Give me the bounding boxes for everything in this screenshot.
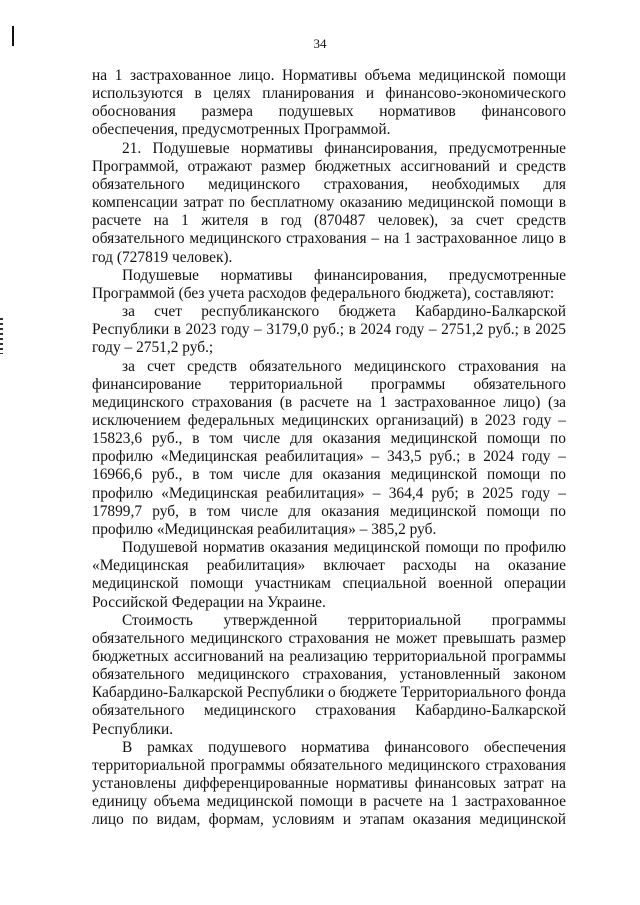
scan-margin-dots xyxy=(0,318,3,354)
paragraph-program-cost: Стоимость утвержденной территориальной программы обязательного медицинского страхования не может превышать размер бюджетных ассигнований на реализацию территориальной программы обязательного медицинского страхования, установленный законом Кабардино-Балкарской Республики о бюджете Территориального фонда обязательного медицинского страхования Кабардино-Балкарской Республики. xyxy=(92,611,566,738)
paragraph-oms-funds: за счет средств обязательного медицинского страхования на финансирование территориальной программы обязательного медицинского страхования (в расчете на 1 застрахованное лицо) (за исключением федеральных медицинских организаций) в 2023 году – 15823,6 руб., в том числе для оказания медицинской помощи по профилю «Медицинская реабилитация» – 343,5 руб.; в 2024 году – 16966,6 руб., в том числе для оказания медицинской помощи по профилю «Медицинская реабилитация» – 364,4 руб; в 2025 году – 17899,7 руб, в том числе для оказания медицинской помощи по профилю «Медицинская реабилитация» – 385,2 руб. xyxy=(92,357,566,538)
document-body xyxy=(92,67,566,830)
paragraph-differentiated-norms: В рамках подушевого норматива финансового обеспечения территориальной программы обязательного медицинского страхования установлены дифференцированные нормативы финансовых затрат на единицу объема медицинской помощи в расчете на 1 застрахованное лицо по видам, формам, условиям и этапам оказания медицинской xyxy=(92,738,566,829)
page-number: 34 xyxy=(313,36,327,51)
paragraph-per-capita-intro: Подушевые нормативы финансирования, предусмотренные Программой (без учета расходов федерального бюджета), составляют: xyxy=(92,266,566,302)
paragraph-republican-budget: за счет республиканского бюджета Кабардино-Балкарской Республики в 2023 году – 3179,0 руб.; в 2024 году – 2751,2 руб.; в 2025 году – 2751,2 руб.; xyxy=(92,303,566,357)
paragraph-item-21: 21. Подушевые нормативы финансирования, предусмотренные Программой, отражают размер бюджетных ассигнований и средств обязательного медицинского страхования, необходимых для компенсации затрат по бесплатному оказанию медицинской помощи в расчете на 1 жителя в год (870487 человек), за счет средств обязательного медицинского страхования – на 1 застрахованное лицо в год (727819 человек). xyxy=(92,139,566,266)
paragraph-continuation: на 1 застрахованное лицо. Нормативы объема медицинской помощи используются в целях планирования и финансово-экономического обоснования размера подушевых нормативов финансового обеспечения, предусмотренных Программой. xyxy=(92,67,566,139)
paragraph-rehabilitation: Подушевой норматив оказания медицинской помощи по профилю «Медицинская реабилитация» включает расходы на оказание медицинской помощи участникам специальной военной операции Российской Федерации на Украине. xyxy=(92,539,566,611)
